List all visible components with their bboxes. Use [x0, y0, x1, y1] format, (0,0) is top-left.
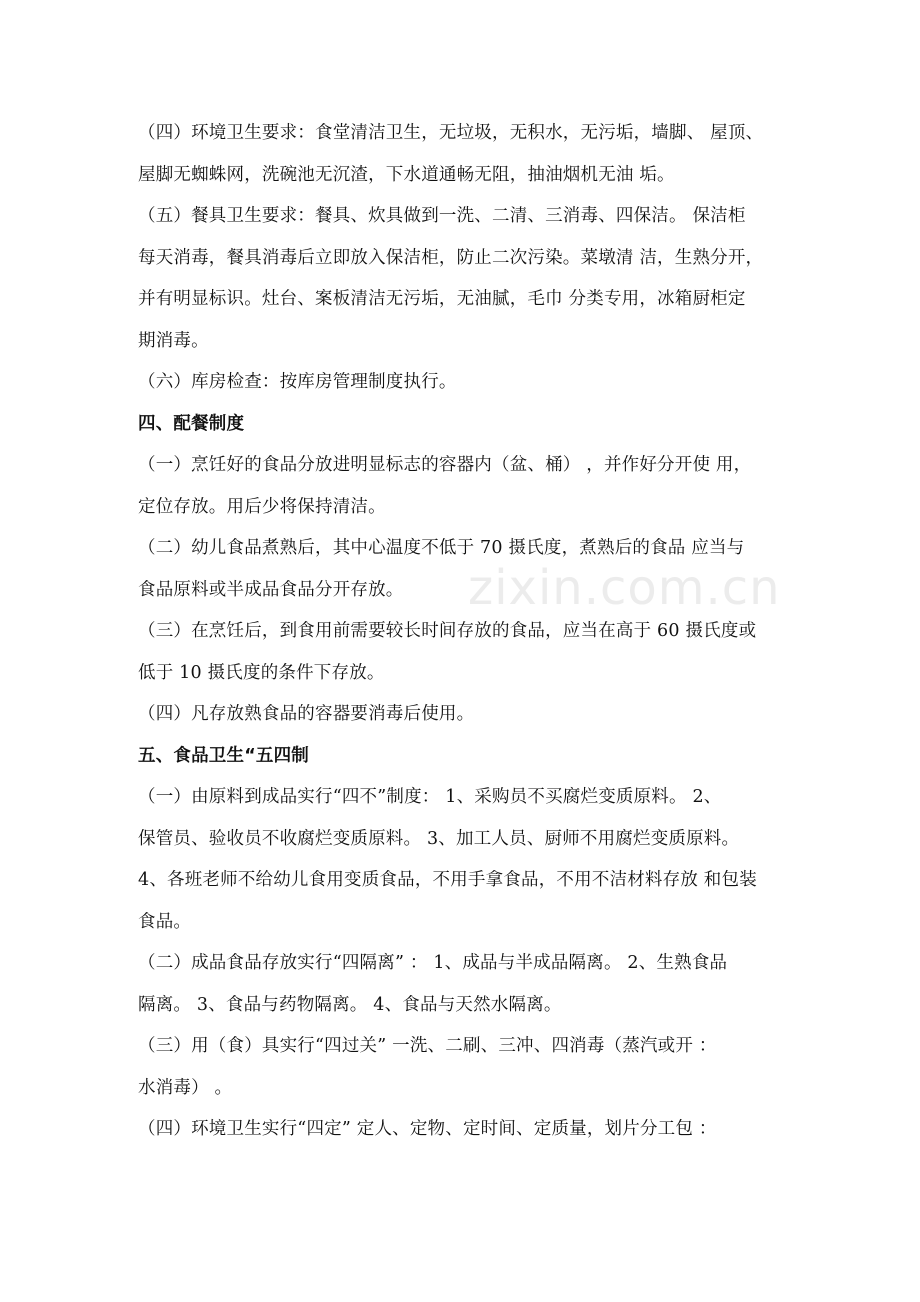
- section-heading-food-hygiene: 五、食品卫生“五四制: [138, 745, 310, 766]
- section-heading-meal-system: 四、配餐制度: [138, 413, 245, 434]
- paragraph-line: 保管员、验收员不收腐烂变质原料。 3、加工人员、厨师不用腐烂变质原料。: [138, 828, 740, 849]
- document-body: [138, 113, 798, 1151]
- watermark: zixin.com.cn: [468, 560, 781, 616]
- paragraph-line: （四）环境卫生要求：食堂清洁卫生，无垃圾，无积水，无污垢，墙脚、 屋顶、: [138, 123, 764, 143]
- paragraph-line: 低于 10 摄氏度的条件下存放。: [138, 662, 385, 683]
- paragraph-line: 食品原料或半成品食品分开存放。: [138, 579, 404, 600]
- paragraph-line: （一）烹饪好的食品分放进明显标志的容器内（盆、桶） ，并作好分开使 用，: [138, 455, 752, 475]
- paragraph-line: （四）环境卫生实行“四定” 定人、定物、定时间、定质量，划片分工包 ：: [138, 1119, 717, 1139]
- paragraph-line: 4、各班老师不给幼儿食用变质食品，不用手拿食品，不用不洁材料存放 和包装: [138, 870, 757, 890]
- paragraph-line: （二）幼儿食品煮熟后，其中心温度不低于 70 摄氏度，煮熟后的食品 应当与: [138, 538, 745, 558]
- paragraph-line: （四）凡存放熟食品的容器要消毒后使用。: [138, 704, 475, 724]
- paragraph-line: 每天消毒，餐具消毒后立即放入保洁柜，防止二次污染。菜墩清 洁，生熟分开，: [138, 247, 764, 268]
- paragraph-line: 并有明显标识。灶台、案板清洁无污垢，无油腻，毛巾 分类专用，冰箱厨柜定: [138, 289, 746, 309]
- paragraph-line: （二）成品食品存放实行“四隔离” ： 1、成品与半成品隔离。 2、生熟食品: [138, 953, 728, 973]
- paragraph-line: 期消毒。: [138, 330, 209, 351]
- paragraph-line: （六）库房检查：按库房管理制度执行。: [138, 372, 457, 392]
- paragraph-line: （五）餐具卫生要求：餐具、炊具做到一洗、二清、三消毒、四保洁。 保洁柜: [138, 206, 746, 226]
- paragraph-line: 屋脚无蜘蛛网，洗碗池无沉渣，下水道通畅无阻，抽油烟机无油 垢。: [138, 164, 675, 185]
- paragraph-line: 隔离。 3、食品与药物隔离。 4、食品与天然水隔离。: [138, 994, 562, 1015]
- paragraph-line: 水消毒） 。: [138, 1077, 233, 1098]
- paragraph-line: 定位存放。用后少将保持清洁。: [138, 496, 386, 517]
- paragraph-line: 食品。: [138, 911, 192, 932]
- paragraph-line: （三）用（食）具实行“四过关” 一洗、二刷、三冲、四消毒（蒸汽或开 ：: [138, 1036, 717, 1056]
- paragraph-line: （三）在烹饪后，到食用前需要较长时间存放的食品，应当在高于 60 摄氏度或: [138, 621, 757, 641]
- paragraph-line: （一）由原料到成品实行“四不”制度： 1、采购员不买腐烂变质原料。 2、: [138, 787, 722, 807]
